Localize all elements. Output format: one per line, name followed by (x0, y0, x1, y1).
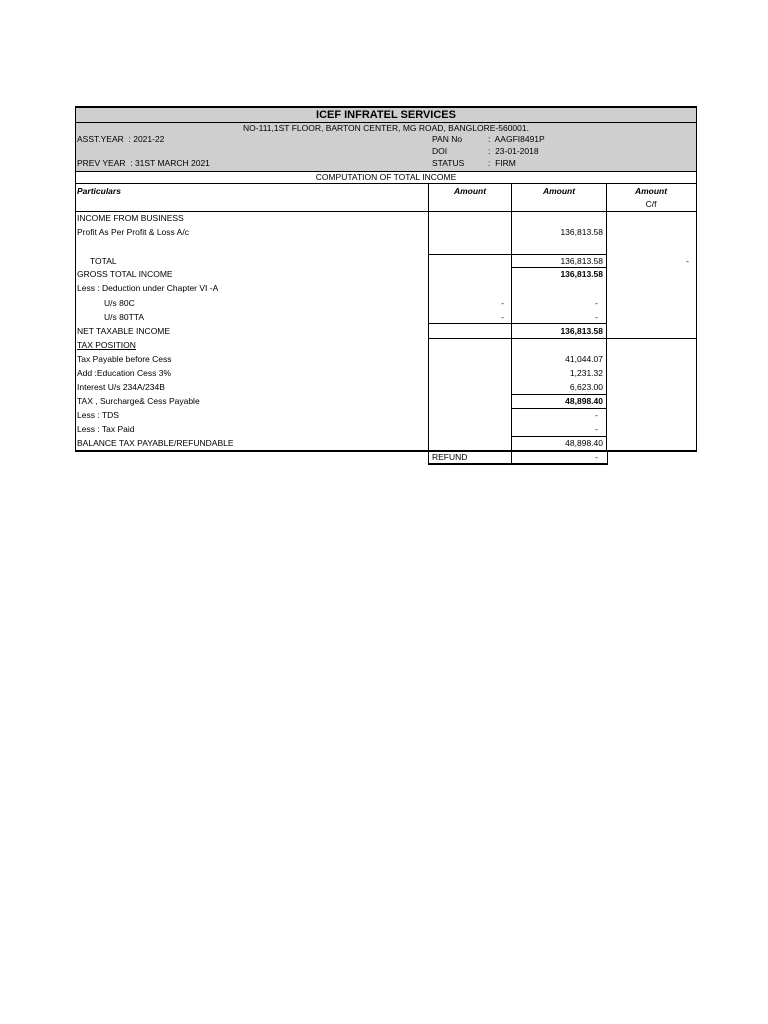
doi-label: DOI (432, 146, 448, 156)
row-less-tax-paid: Less : Tax Paid (77, 424, 135, 434)
section-title: COMPUTATION OF TOTAL INCOME (75, 172, 697, 184)
row-refund: REFUND (432, 452, 468, 462)
col-divider-3 (606, 184, 607, 450)
row-tax-payable-amount: 48,898.40 (565, 396, 603, 406)
row-tax-payable: TAX , Surcharge& Cess Payable (77, 396, 200, 406)
status-label: STATUS (432, 158, 465, 168)
row-80tta: U/s 80TTA (104, 312, 144, 322)
row-balance: BALANCE TAX PAYABLE/REFUNDABLE (77, 438, 234, 448)
row-nti: NET TAXABLE INCOME (77, 326, 171, 336)
row-less-tds: Less : TDS (77, 410, 119, 420)
row-80c: U/s 80C (104, 298, 135, 308)
doi-value: : 23-01-2018 (488, 146, 539, 156)
row-total: TOTAL (90, 256, 117, 266)
row-80c-amount2: - (595, 298, 598, 308)
row-edu-cess: Add :Education Cess 3% (77, 368, 172, 378)
pan-label: PAN No (432, 134, 463, 144)
col-amount-3: Amount (634, 186, 668, 196)
row-less-tds-amount: - (595, 410, 598, 420)
row-interest-amount: 6,623.00 (569, 382, 603, 392)
row-80tta-amount1: - (501, 312, 504, 322)
row-80tta-amount2: - (595, 312, 598, 322)
col-particulars: Particulars (77, 186, 121, 196)
row-total-amount: 136,813.58 (560, 256, 603, 266)
prev-year: PREV YEAR : 31ST MARCH 2021 (77, 158, 210, 168)
row-gti-amount: 136,813.58 (560, 269, 603, 279)
row-less-tax-paid-amount: - (595, 424, 598, 434)
row-edu-cess-amount: 1,231.32 (569, 368, 603, 378)
status-value: : FIRM (488, 158, 516, 168)
company-title: ICEF INFRATEL SERVICES (75, 106, 697, 122)
row-profit-pl: Profit As Per Profit & Loss A/c (77, 227, 189, 237)
row-gti: GROSS TOTAL INCOME (77, 269, 173, 279)
row-total-cf: - (686, 256, 689, 266)
rule-ded-bottom (428, 323, 512, 324)
row-interest: Interest U/s 234A/234B (77, 382, 165, 392)
row-income-business: INCOME FROM BUSINESS (77, 213, 184, 223)
col-amount-2: Amount (542, 186, 576, 196)
rule-nti-bottom (428, 338, 697, 339)
pan-value: : AAGFI8491P (488, 134, 545, 144)
row-80c-amount1: - (501, 298, 504, 308)
rule-nti-top (511, 323, 607, 324)
row-tax-before-cess: Tax Payable before Cess (77, 354, 172, 364)
row-less-deduction: Less : Deduction under Chapter VI -A (77, 283, 219, 293)
row-refund-amount: - (595, 452, 598, 462)
row-tax-before-cess-amount: 41,044.07 (565, 354, 603, 364)
company-address: NO-111,1ST FLOOR, BARTON CENTER, MG ROAD, BANGLORE-560001. (75, 122, 697, 135)
row-tax-position: TAX POSITION (77, 340, 136, 350)
col-amount-3-sub: C/f (645, 199, 657, 209)
row-profit-pl-amount: 136,813.58 (560, 227, 603, 237)
col-amount-1: Amount (453, 186, 487, 196)
computation-table (75, 184, 697, 452)
info-block (75, 134, 697, 172)
asst-year: ASST.YEAR : 2021-22 (77, 134, 165, 144)
row-nti-amount: 136,813.58 (560, 326, 603, 336)
row-balance-amount: 48,898.40 (565, 438, 603, 448)
